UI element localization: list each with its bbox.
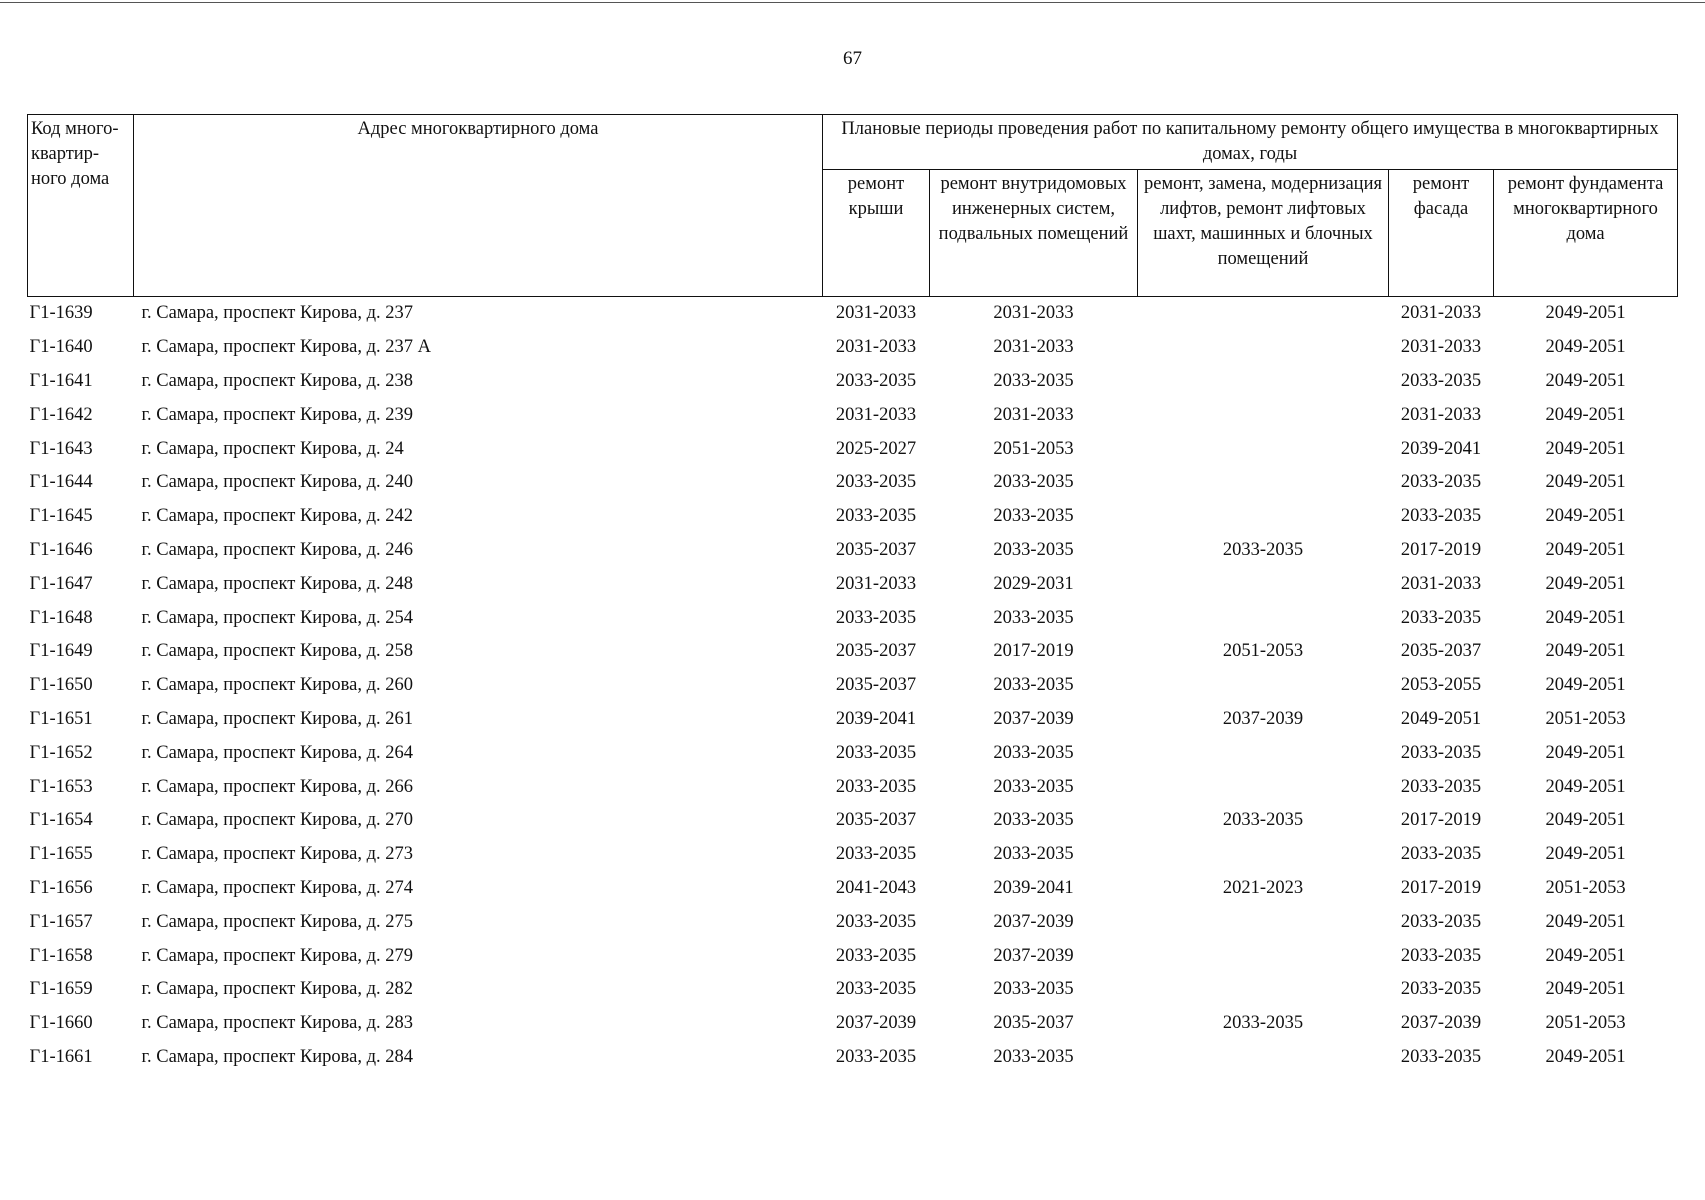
table-row [28,669,1678,703]
cell-code: Г1-1657 [29,911,93,932]
cell-roof: 2031-2033 [835,404,917,425]
cell-code: Г1-1658 [29,945,93,966]
cell-engineering: 2033-2035 [993,370,1074,391]
cell-elevators [1138,365,1389,399]
cell-engineering: 2031-2033 [993,404,1074,425]
cell-facade: 2031-2033 [1400,573,1482,594]
cell-code: Г1-1640 [29,337,93,358]
cell-engineering: 2029-2031 [993,573,1074,594]
table-row [28,703,1678,737]
cell-elevators [1138,601,1389,635]
cell-elevators [1138,939,1389,973]
cell-facade: 2035-2037 [1400,641,1482,662]
table-row [28,331,1678,365]
cell-foundation: 2049-2051 [1545,506,1626,527]
cell-facade: 2033-2035 [1400,607,1482,628]
cell-engineering: 2033-2035 [993,472,1074,493]
cell-elevators [1138,432,1389,466]
cell-roof: 2025-2027 [835,438,917,459]
cell-address: г. Самара, проспект Кирова, д. 237 А [141,337,432,358]
cell-address: г. Самара, проспект Кирова, д. 260 [141,675,414,696]
cell-elevators: 2037-2039 [1222,708,1304,729]
table-row [28,1041,1678,1075]
cell-foundation: 2049-2051 [1545,776,1626,797]
cell-address: г. Самара, проспект Кирова, д. 279 [141,945,414,966]
cell-engineering: 2037-2039 [993,708,1074,729]
cell-roof: 2033-2035 [835,911,917,932]
cell-code: Г1-1656 [29,877,93,898]
cell-facade: 2033-2035 [1400,506,1482,527]
cell-address: г. Самара, проспект Кирова, д. 237 [141,303,414,324]
cell-address: г. Самара, проспект Кирова, д. 242 [141,506,414,527]
cell-engineering: 2039-2041 [993,877,1074,898]
cell-foundation: 2051-2053 [1545,877,1626,898]
cell-foundation: 2049-2051 [1545,641,1626,662]
cell-address: г. Самара, проспект Кирова, д. 275 [141,911,414,932]
cell-foundation: 2049-2051 [1545,404,1626,425]
cell-facade: 2033-2035 [1400,844,1482,865]
cell-engineering: 2051-2053 [993,438,1074,459]
table-row [28,973,1678,1007]
cell-code: Г1-1642 [29,404,93,425]
header-facade: ремонт фасада [1389,170,1494,297]
cell-address: г. Самара, проспект Кирова, д. 273 [141,844,414,865]
cell-facade: 2033-2035 [1400,370,1482,391]
cell-elevators: 2033-2035 [1222,539,1304,560]
cell-engineering: 2037-2039 [993,945,1074,966]
cell-engineering: 2031-2033 [993,337,1074,358]
cell-elevators [1138,905,1389,939]
cell-roof: 2035-2037 [835,539,917,560]
cell-roof: 2035-2037 [835,641,917,662]
cell-address: г. Самара, проспект Кирова, д. 282 [141,979,414,1000]
cell-foundation: 2049-2051 [1545,742,1626,763]
cell-address: г. Самара, проспект Кирова, д. 261 [141,708,414,729]
cell-foundation: 2049-2051 [1545,979,1626,1000]
cell-elevators [1138,1041,1389,1075]
cell-facade: 2031-2033 [1400,404,1482,425]
cell-roof: 2033-2035 [835,742,917,763]
header-elevators: ремонт, замена, модернизация лифтов, ремонт лифтовых шахт, машинных и блочных помещений [1138,170,1389,297]
cell-elevators [1138,466,1389,500]
cell-elevators [1138,297,1389,331]
cell-address: г. Самара, проспект Кирова, д. 248 [141,573,414,594]
cell-roof: 2031-2033 [835,573,917,594]
cell-foundation: 2049-2051 [1545,911,1626,932]
cell-foundation: 2049-2051 [1545,370,1626,391]
cell-code: Г1-1652 [29,742,93,763]
cell-engineering: 2031-2033 [993,303,1074,324]
cell-address: г. Самара, проспект Кирова, д. 246 [141,539,414,560]
cell-code: Г1-1650 [29,675,93,696]
cell-engineering: 2037-2039 [993,911,1074,932]
cell-engineering: 2017-2019 [993,641,1074,662]
cell-code: Г1-1649 [29,641,93,662]
cell-facade: 2053-2055 [1400,675,1482,696]
cell-roof: 2033-2035 [835,844,917,865]
cell-code: Г1-1659 [29,979,93,1000]
capital-repair-table-container [27,114,1677,1074]
cell-roof: 2039-2041 [835,708,917,729]
table-row [28,1007,1678,1041]
table-row [28,770,1678,804]
cell-engineering: 2033-2035 [993,742,1074,763]
cell-facade: 2049-2051 [1400,708,1482,729]
cell-elevators [1138,331,1389,365]
cell-elevators [1138,770,1389,804]
table-row [28,466,1678,500]
cell-elevators: 2021-2023 [1222,877,1304,898]
cell-roof: 2031-2033 [835,303,917,324]
cell-foundation: 2051-2053 [1545,1013,1626,1034]
page-number: 67 [843,48,862,69]
cell-engineering: 2033-2035 [993,810,1074,831]
cell-foundation: 2049-2051 [1545,810,1626,831]
table-row [28,297,1678,331]
cell-address: г. Самара, проспект Кирова, д. 264 [141,742,414,763]
cell-engineering: 2033-2035 [993,675,1074,696]
cell-roof: 2041-2043 [835,877,917,898]
header-roof: ремонт крыши [823,170,930,297]
cell-code: Г1-1647 [29,573,93,594]
cell-address: г. Самара, проспект Кирова, д. 274 [141,877,414,898]
cell-roof: 2033-2035 [835,776,917,797]
table-header [28,115,1678,297]
cell-code: Г1-1646 [29,539,93,560]
cell-roof: 2037-2039 [835,1013,917,1034]
header-address: Адрес многоквартирного дома [134,115,823,297]
cell-foundation: 2049-2051 [1545,539,1626,560]
cell-engineering: 2035-2037 [993,1013,1074,1034]
cell-elevators [1138,736,1389,770]
table-row [28,905,1678,939]
cell-elevators [1138,567,1389,601]
cell-facade: 2033-2035 [1400,979,1482,1000]
cell-elevators: 2033-2035 [1222,1013,1304,1034]
cell-elevators [1138,669,1389,703]
cell-code: Г1-1654 [29,810,93,831]
header-code: Код много-квартир-ного дома [28,115,134,297]
table-row [28,872,1678,906]
cell-roof: 2033-2035 [835,506,917,527]
cell-foundation: 2049-2051 [1545,337,1626,358]
cell-roof: 2031-2033 [835,337,917,358]
cell-code: Г1-1643 [29,438,93,459]
table-row [28,838,1678,872]
cell-code: Г1-1661 [29,1046,93,1067]
cell-foundation: 2049-2051 [1545,607,1626,628]
table-row [28,601,1678,635]
table-row [28,635,1678,669]
cell-facade: 2037-2039 [1400,1013,1482,1034]
cell-address: г. Самара, проспект Кирова, д. 284 [141,1046,414,1067]
cell-foundation: 2049-2051 [1545,1046,1626,1067]
table-row [28,365,1678,399]
cell-facade: 2033-2035 [1400,472,1482,493]
cell-address: г. Самара, проспект Кирова, д. 240 [141,472,414,493]
cell-roof: 2033-2035 [835,979,917,1000]
cell-address: г. Самара, проспект Кирова, д. 283 [141,1013,414,1034]
cell-address: г. Самара, проспект Кирова, д. 239 [141,404,414,425]
cell-facade: 2033-2035 [1400,776,1482,797]
table-row [28,736,1678,770]
cell-address: г. Самара, проспект Кирова, д. 270 [141,810,414,831]
cell-facade: 2039-2041 [1400,438,1482,459]
cell-code: Г1-1645 [29,506,93,527]
cell-engineering: 2033-2035 [993,506,1074,527]
cell-foundation: 2049-2051 [1545,472,1626,493]
header-engineering: ремонт внутридомовых инженерных систем, подвальных помещений [930,170,1138,297]
table-row [28,804,1678,838]
cell-elevators: 2033-2035 [1222,810,1304,831]
cell-address: г. Самара, проспект Кирова, д. 24 [141,438,404,459]
cell-foundation: 2049-2051 [1545,844,1626,865]
cell-code: Г1-1644 [29,472,93,493]
cell-foundation: 2049-2051 [1545,438,1626,459]
cell-roof: 2033-2035 [835,1046,917,1067]
cell-facade: 2033-2035 [1400,742,1482,763]
cell-foundation: 2051-2053 [1545,708,1626,729]
cell-facade: 2017-2019 [1400,539,1482,560]
cell-elevators [1138,973,1389,1007]
cell-elevators [1138,500,1389,534]
table-row [28,432,1678,466]
cell-code: Г1-1651 [29,708,93,729]
cell-facade: 2031-2033 [1400,303,1482,324]
cell-roof: 2035-2037 [835,810,917,831]
cell-engineering: 2033-2035 [993,1046,1074,1067]
table-body [28,297,1678,1075]
cell-code: Г1-1639 [29,303,93,324]
cell-roof: 2033-2035 [835,945,917,966]
top-rule [0,2,1705,3]
cell-facade: 2033-2035 [1400,911,1482,932]
cell-roof: 2033-2035 [835,607,917,628]
table-row [28,500,1678,534]
cell-facade: 2031-2033 [1400,337,1482,358]
table-row [28,939,1678,973]
cell-engineering: 2033-2035 [993,607,1074,628]
cell-elevators [1138,838,1389,872]
table-row [28,398,1678,432]
cell-address: г. Самара, проспект Кирова, д. 254 [141,607,414,628]
cell-elevators [1138,398,1389,432]
cell-address: г. Самара, проспект Кирова, д. 258 [141,641,414,662]
cell-elevators: 2051-2053 [1222,641,1304,662]
cell-facade: 2017-2019 [1400,877,1482,898]
cell-code: Г1-1653 [29,776,93,797]
cell-foundation: 2049-2051 [1545,303,1626,324]
header-planned-periods: Плановые периоды проведения работ по капитальному ремонту общего имущества в многоквартирных домах, годы [823,115,1678,170]
cell-address: г. Самара, проспект Кирова, д. 266 [141,776,414,797]
cell-code: Г1-1648 [29,607,93,628]
cell-roof: 2035-2037 [835,675,917,696]
cell-address: г. Самара, проспект Кирова, д. 238 [141,370,414,391]
table-row [28,567,1678,601]
cell-facade: 2017-2019 [1400,810,1482,831]
header-foundation: ремонт фундамента многоквартирного дома [1494,170,1678,297]
cell-facade: 2033-2035 [1400,1046,1482,1067]
table-row [28,534,1678,568]
cell-code: Г1-1660 [29,1013,93,1034]
cell-code: Г1-1641 [29,370,93,391]
cell-roof: 2033-2035 [835,370,917,391]
cell-foundation: 2049-2051 [1545,945,1626,966]
cell-code: Г1-1655 [29,844,93,865]
cell-engineering: 2033-2035 [993,776,1074,797]
cell-engineering: 2033-2035 [993,844,1074,865]
cell-engineering: 2033-2035 [993,979,1074,1000]
cell-facade: 2033-2035 [1400,945,1482,966]
cell-foundation: 2049-2051 [1545,675,1626,696]
capital-repair-table [27,114,1678,1074]
cell-foundation: 2049-2051 [1545,573,1626,594]
cell-engineering: 2033-2035 [993,539,1074,560]
cell-roof: 2033-2035 [835,472,917,493]
